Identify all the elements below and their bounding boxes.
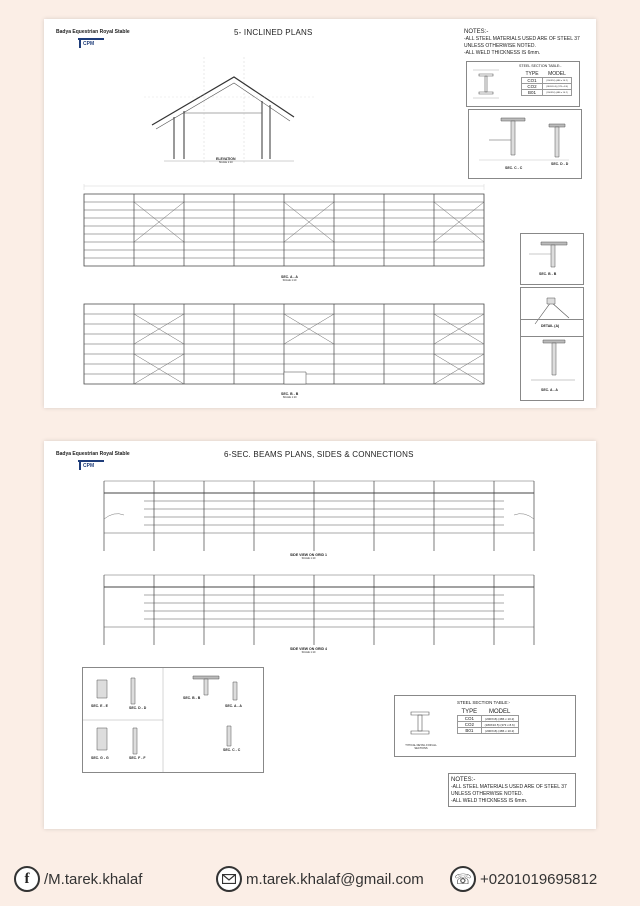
row-model: (180X10.5) (373 x 8.6) [481,722,518,728]
row-model: (180X10.5) (373 x 8.6) [543,84,572,90]
sec-aa-plan-drawing [74,182,494,272]
col-model: MODEL [548,71,566,77]
section-details-box [468,109,582,179]
sec-cc-label: SEC. C - C [505,166,523,170]
row-model: (200X16) (486 x 10.2) [543,90,572,96]
steel-table-title: STEEL SECTION TABLE:- [457,700,511,705]
sec-ee-label: SEC. E - E [91,704,108,708]
side-view-grid-4-title: SIDE VIEW ON GRID 4 [290,647,327,651]
notes-block [464,28,580,56]
sheet-title: 6-SEC. BEAMS PLANS, SIDES & CONNECTIONS [224,450,414,459]
side-view-grid-4-label [290,647,327,654]
steel-table-box [466,61,580,107]
sec-dd-label: SEC. D - D [551,162,569,166]
side-view-grid-1-drawing [84,471,554,561]
company-logo [78,38,104,48]
sec-aa-title: SEC. A - A [281,275,298,279]
notes-heading: NOTES:- [451,777,476,783]
email-contact[interactable] [216,862,424,896]
sec-cc-label: SEC. C - C [223,748,241,752]
note-line: -ALL WELD THICKNESS IS 6mm. [451,797,528,804]
steel-table-box [394,695,576,757]
sec-aa-label [281,275,298,282]
row-model: (200X16) (486 x 10.2) [481,728,518,734]
scale-note: SCALE 1:10 [282,396,297,399]
row-type: CO1 [522,78,543,84]
project-name: Badya Equestrian Royal Stable [56,29,130,35]
steel-section-table [457,709,519,734]
row-type: CO1 [458,716,482,722]
sec-aa-label: SEC. A - A [225,704,242,708]
row-type: B01 [522,90,543,96]
scale-note: SCALE 1:10 [301,557,316,560]
note-line: -ALL WELD THICKNESS IS 6mm. [464,49,541,56]
drawing-sheet-beams-plans [44,441,596,829]
side-view-grid-1-label [290,553,327,560]
sec-ff-label: SEC. F - F [129,756,146,760]
scale-note: SCALE 1:10 [282,279,297,282]
typical-detail-icon [401,704,441,744]
logo-text: CPM [83,41,95,47]
connections-drawing [83,668,263,772]
elevation-drawing [144,57,314,167]
elevation-label [216,157,236,164]
section-details-drawing [469,110,581,178]
detail-a-label: DETAIL (A) [541,324,560,328]
company-logo [78,460,104,470]
note-line: -ALL STEEL MATERIALS USED ARE OF STEEL 37 [451,784,567,791]
sec-bb-title: SEC. B - B [281,392,299,396]
facebook-icon: f [14,866,40,892]
logo-text: CPM [83,463,95,469]
sec-bb-side-box [520,233,584,285]
drawing-sheet-inclined-plans [44,19,596,408]
row-model: (200X16) (486 x 10.2) [481,716,518,722]
sec-bb-plan-drawing [74,292,494,392]
facebook-handle: /M.tarek.khalaf [44,870,143,888]
connections-box [82,667,264,773]
steel-section-table [521,71,572,96]
col-model: MODEL [489,709,511,715]
sec-bb-side-drawing [521,234,583,284]
phone-icon: ☏ [450,866,476,892]
row-type: B01 [458,728,482,734]
email-icon [216,866,242,892]
row-model: (200X16) (486 x 10.2) [543,78,572,84]
sec-bb-label: SEC. B - B [183,696,201,700]
typical-detail-note: TYPICAL DETAIL FOR ALL SECTIONS [405,744,437,750]
row-type: CO2 [458,722,482,728]
phone-number: +0201019695812 [480,870,598,888]
side-view-grid-1-title: SIDE VIEW ON GRID 1 [290,553,327,557]
phone-contact[interactable] [450,862,597,896]
facebook-contact[interactable] [14,862,142,896]
col-type: TYPE [525,71,539,77]
sec-bb-side-label: SEC. B - B [539,272,557,276]
sec-aa-side-label: SEC. A - A [541,388,558,392]
note-line: UNLESS OTHERWISE NOTED. [451,790,523,797]
scale-note: SCALE 1:10 [301,651,316,654]
row-type: CO2 [522,84,543,90]
sec-dd-label: SEC. D - D [129,706,147,710]
scale-note: SCALE 1:10 [218,161,233,164]
elevation-title: ELEVATION [216,157,236,161]
typical-detail-icon [471,68,501,102]
sheet-title: 5- INCLINED PLANS [234,28,313,37]
side-view-grid-4-drawing [84,565,554,655]
sec-aa-side-box [520,319,584,401]
note-line: -ALL STEEL MATERIALS USED ARE OF STEEL 37 [464,36,580,43]
sec-bb-label [281,392,298,399]
sec-gg-label: SEC. G - G [91,756,109,760]
email-address: m.tarek.khalaf@gmail.com [246,870,424,888]
notes-heading: NOTES:- [464,29,489,35]
project-name: Badya Equestrian Royal Stable [56,451,130,457]
note-line: UNLESS OTHERWISE NOTED. [464,42,536,49]
notes-block [448,773,576,807]
steel-table-title: STEEL SECTION TABLE:- [519,64,562,68]
col-type: TYPE [461,709,478,715]
